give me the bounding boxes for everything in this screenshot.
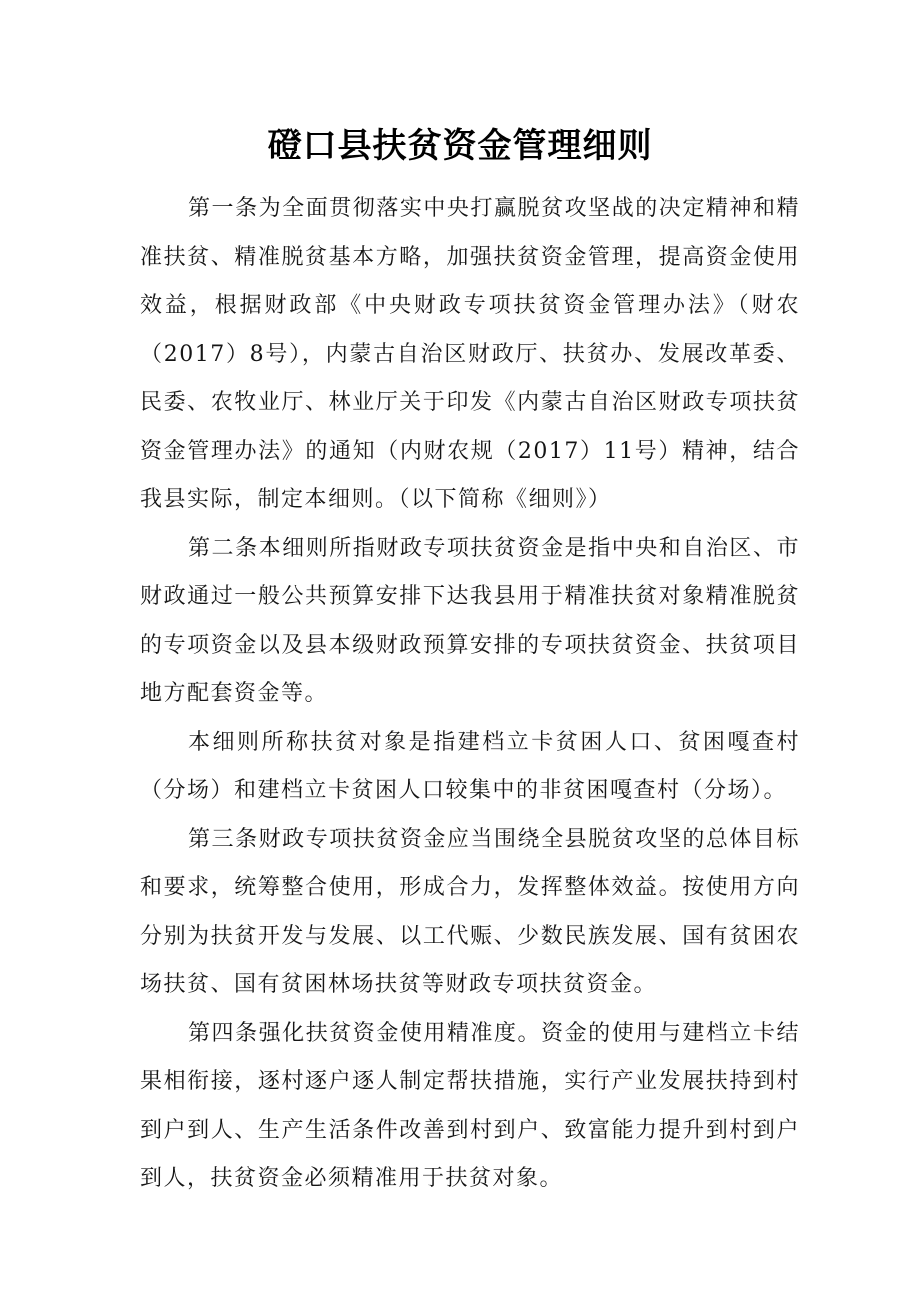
document-title: 磴口县扶贫资金管理细则 (267, 126, 653, 166)
paragraph-article-2: 第二条本细则所指财政专项扶贫资金是指中央和自治区、市财政通过一般公共预算安排下达我县用于精准扶贫对象精准脱贫的专项资金以及县本级财政预算安排的专项扶贫资金、扶贫项目地方配套资金等。 (140, 535, 800, 706)
paragraph-article-1: 第一条为全面贯彻落实中央打赢脱贫攻坚战的决定精神和精准扶贫、精准脱贫基本方略，加强扶贫资金管理，提高资金使用效益，根据财政部《中央财政专项扶贫资金管理办法》（财农（2017）8号），内蒙古自治区财政厅、扶贫办、发展改革委、民委、农牧业厅、林业厅关于印发《内蒙古自治区财政专项扶贫资金管理办法》的通知（内财农规（2017）11号）精神，结合我县实际，制定本细则。（以下简称《细则》） (140, 196, 800, 512)
paragraph-article-3: 第三条财政专项扶贫资金应当围绕全县脱贫攻坚的总体目标和要求，统筹整合使用，形成合力，发挥整体效益。按使用方向分别为扶贫开发与发展、以工代赈、少数民族发展、国有贫困农场扶贫、国有贫困林场扶贫等财政专项扶贫资金。 (140, 826, 800, 997)
paragraph-article-4: 第四条强化扶贫资金使用精准度。资金的使用与建档立卡结果相衔接，逐村逐户逐人制定帮扶措施，实行产业发展扶持到村到户到人、生产生活条件改善到村到户、致富能力提升到村到户到人，扶贫资金必须精准用于扶贫对象。 (140, 1020, 800, 1191)
paragraph-beneficiaries: 本细则所称扶贫对象是指建档立卡贫困人口、贫困嘎查村（分场）和建档立卡贫困人口较集中的非贫困嘎查村（分场）。 (140, 729, 800, 803)
document-body (140, 185, 800, 1204)
